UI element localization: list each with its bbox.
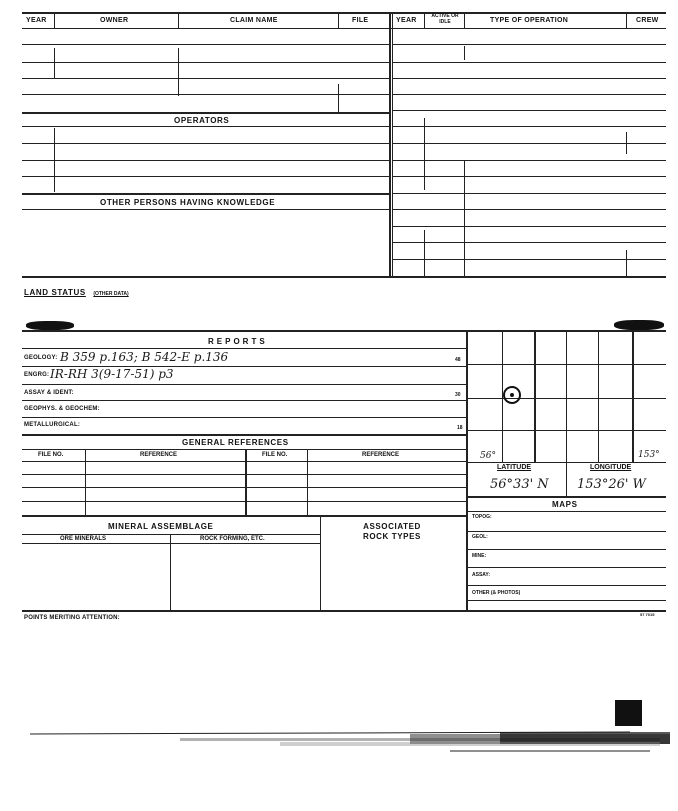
engrg-handwritten: IR-RH 3(9-17-51) p3 (50, 367, 174, 381)
metallurgical-label: METALLURGICAL: (24, 422, 81, 428)
ore-minerals-header: ORE MINERALS (60, 536, 107, 542)
assay-ident-page: 30 (455, 392, 461, 398)
header-year-2: YEAR (396, 17, 417, 24)
location-marker-icon (503, 386, 521, 404)
maps-other-photos: OTHER (& PHOTOS) (472, 590, 521, 596)
claims-table (0, 0, 678, 280)
rock-forming-header: ROCK FORMING, ETC. (200, 536, 265, 542)
corner-right-degree: 153° (638, 450, 660, 460)
header-active-or-idle: ACTIVE OR IDLE (431, 13, 459, 25)
engrg-label: ENGRG: (24, 372, 50, 378)
geology-handwritten: B 359 p.163; B 542-E p.136 (60, 350, 229, 364)
ref-header-reference-1: REFERENCE (140, 452, 178, 458)
other-persons-title: OTHER PERSONS HAVING KNOWLEDGE (100, 198, 276, 207)
header-file: FILE (352, 17, 369, 24)
land-status-sub: (OTHER DATA) (93, 291, 129, 297)
header-owner: OWNER (100, 17, 129, 24)
ref-header-file-no-1: FILE NO. (38, 452, 64, 458)
scan-noise-band (30, 728, 670, 758)
maps-assay: ASSAY: (472, 572, 491, 578)
ink-smudge-left (26, 321, 74, 330)
land-status-label: LAND STATUS (24, 288, 86, 297)
ref-header-reference-2: REFERENCE (362, 452, 400, 458)
operators-title: OPERATORS (174, 116, 230, 125)
geology-page: 48 (455, 357, 461, 363)
geophys-geochem-label: GEOPHYS. & GEOCHEM: (24, 406, 100, 412)
maps-mine: MINE: (472, 553, 487, 559)
header-crew: CREW (636, 17, 659, 24)
associated-rock-types: ASSOCIATED ROCK TYPES (362, 522, 421, 541)
header-claim-name: CLAIM NAME (230, 17, 278, 24)
reports-title: REPORTS (208, 337, 268, 346)
land-status (24, 282, 129, 300)
points-meriting-attention: POINTS MERITING ATTENTION: (24, 615, 120, 621)
header-year: YEAR (26, 17, 47, 24)
ref-header-file-no-2: FILE NO. (262, 452, 288, 458)
corner-left-degree: 56° (480, 451, 496, 461)
ink-smudge-right (614, 320, 664, 330)
latitude-value: 56°33' N (490, 477, 549, 492)
maps-title: MAPS (552, 500, 578, 509)
longitude-label: LONGITUDE (590, 464, 632, 471)
maps-geol: GEOL: (472, 534, 488, 540)
longitude-value: 153°26' W (577, 477, 646, 492)
form-code: 57 7015 (640, 612, 655, 617)
mineral-assemblage-title: MINERAL ASSEMBLAGE (108, 522, 214, 531)
metallurgical-page: 18 (457, 425, 463, 431)
general-references-title: GENERAL REFERENCES (182, 438, 289, 447)
assay-ident-label: ASSAY & IDENT: (24, 390, 74, 396)
latitude-label: LATITUDE (497, 464, 532, 471)
corner-block (615, 700, 642, 726)
maps-topog: TOPOG: (472, 514, 492, 520)
header-type-of-operation: TYPE OF OPERATION (490, 17, 569, 24)
geology-label: GEOLOGY: (24, 355, 58, 361)
